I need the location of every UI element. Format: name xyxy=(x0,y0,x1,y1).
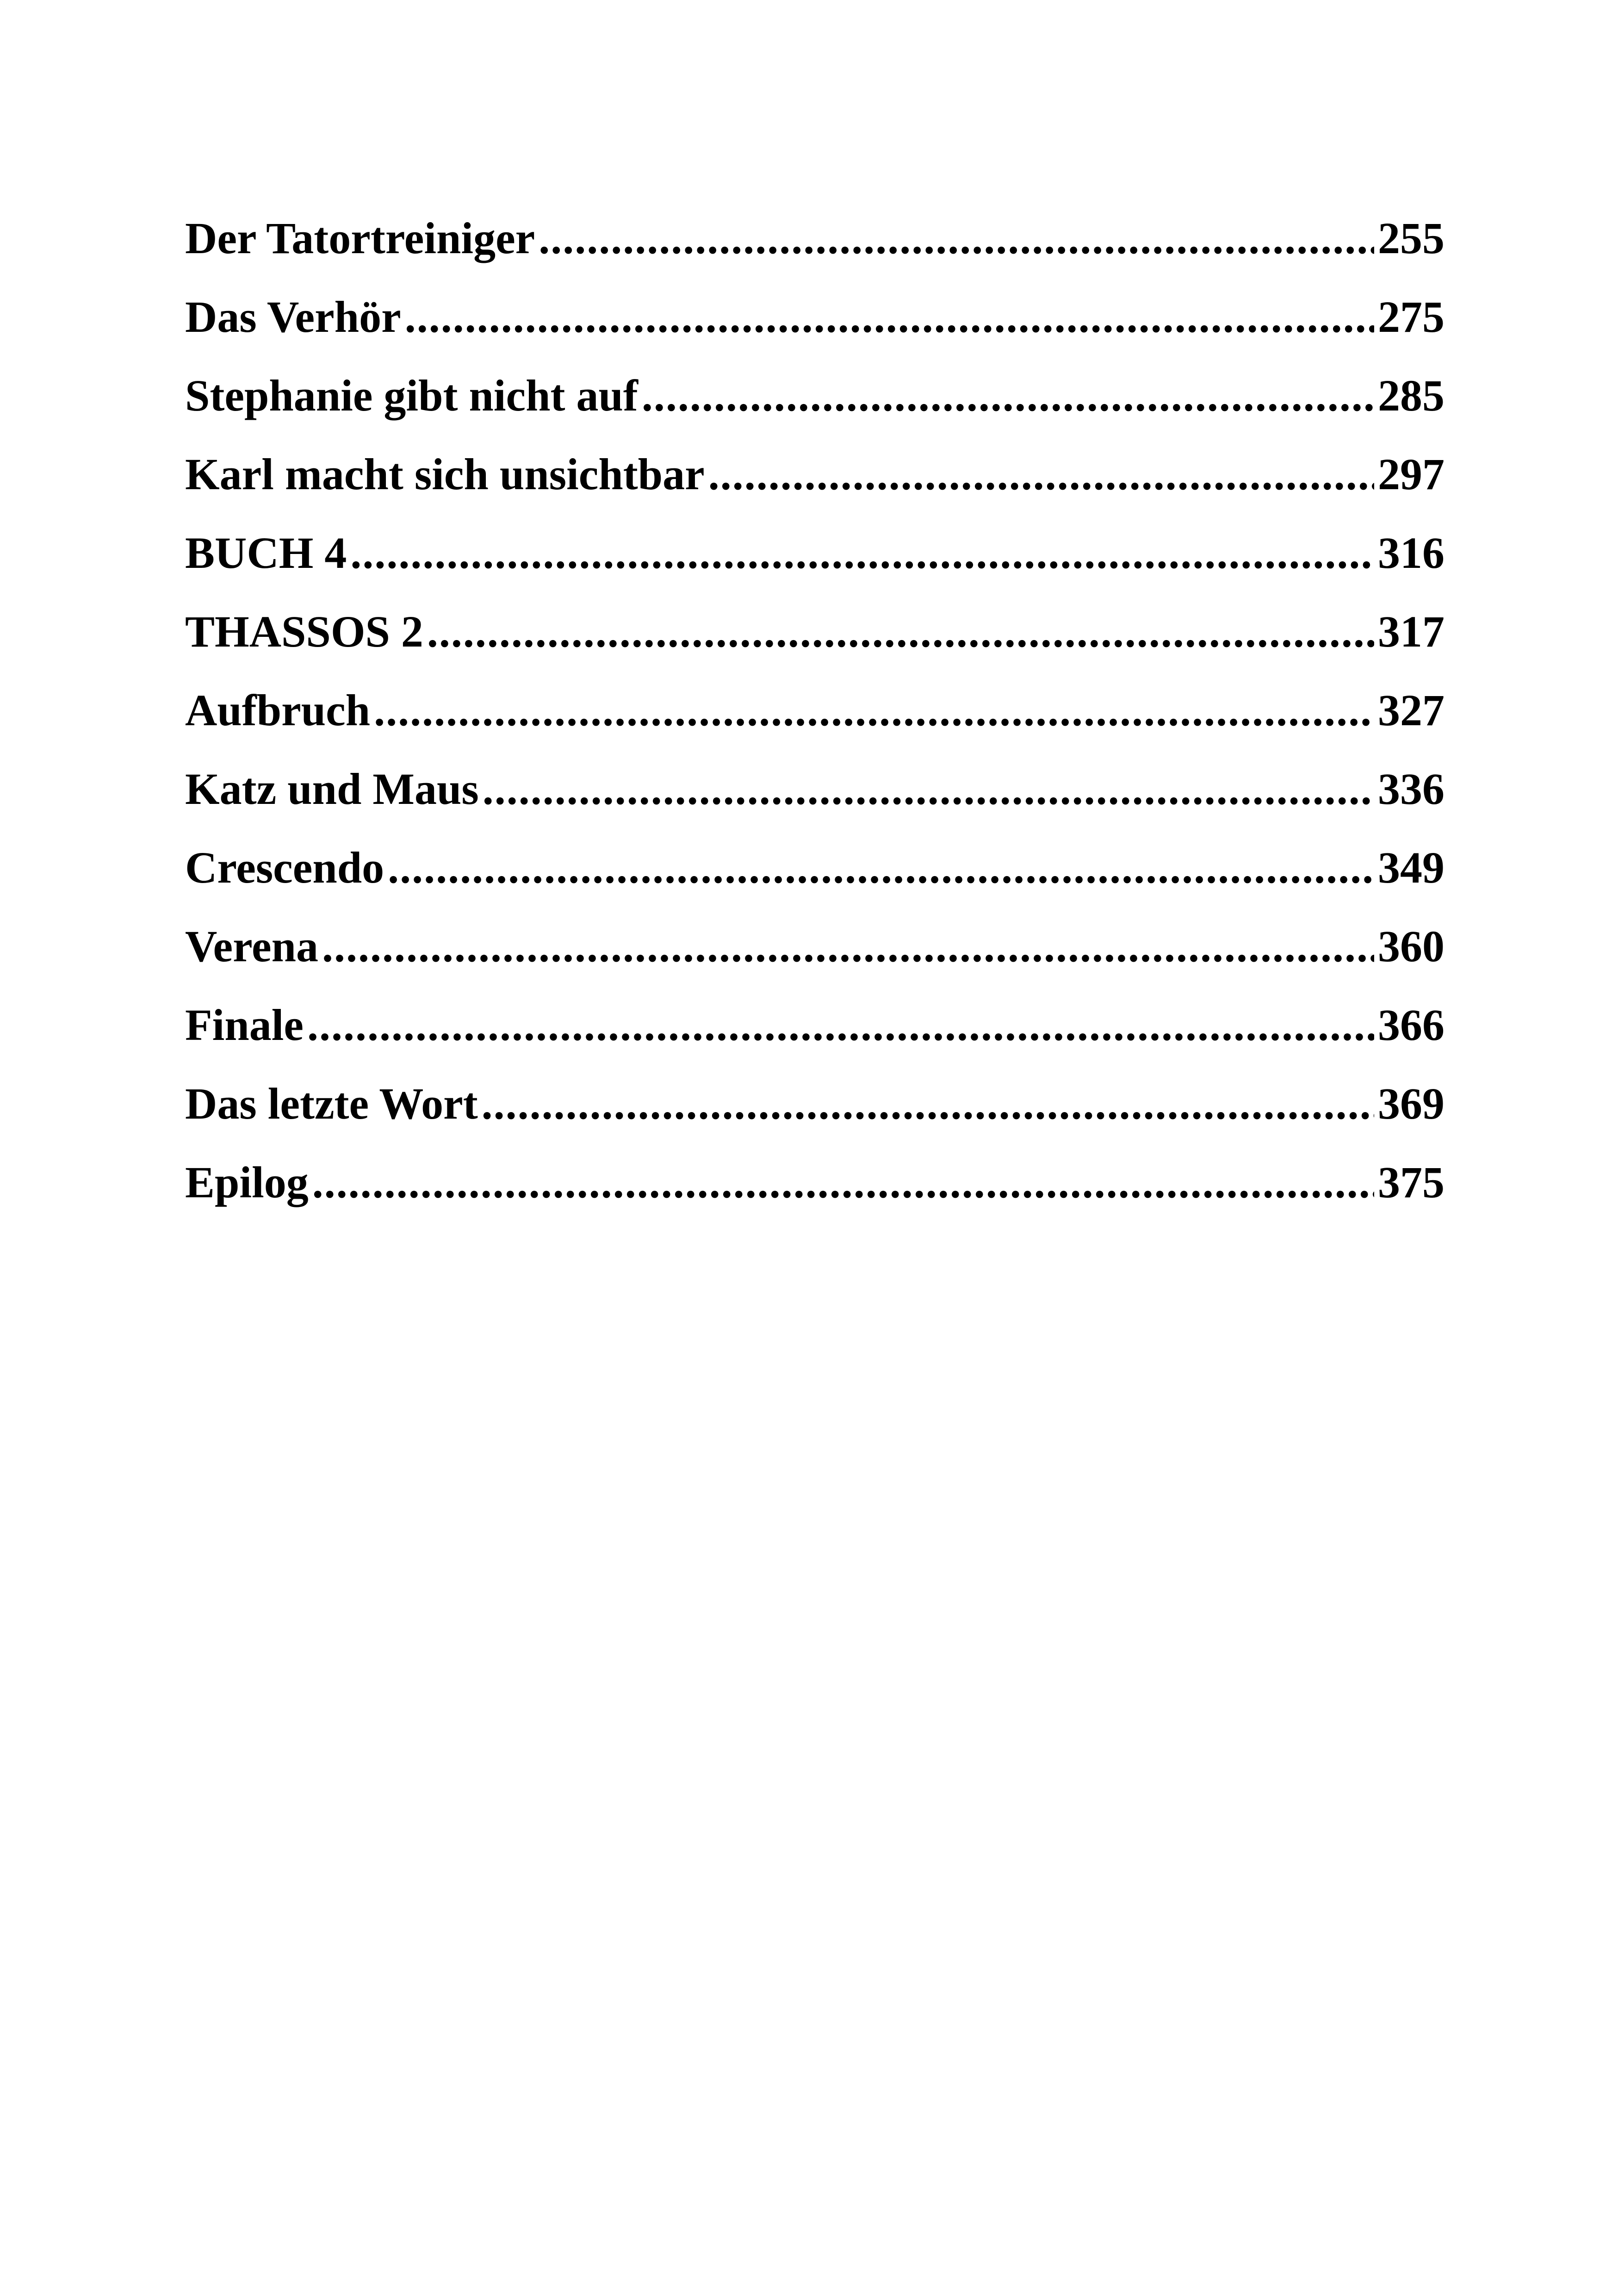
table-of-contents xyxy=(185,199,1444,1222)
toc-entry-page: 317 xyxy=(1378,607,1444,656)
toc-entry-page: 369 xyxy=(1378,1079,1444,1128)
toc-dot-leader xyxy=(405,278,1374,356)
toc-entry-title: BUCH 4 xyxy=(185,528,347,578)
toc-dot-leader xyxy=(427,592,1374,671)
toc-entry[interactable] xyxy=(185,750,1444,828)
toc-entry[interactable] xyxy=(185,278,1444,356)
toc-entry-page: 336 xyxy=(1378,764,1444,814)
toc-entry[interactable] xyxy=(185,671,1444,750)
toc-entry-title: Das letzte Wort xyxy=(185,1079,478,1128)
toc-entry[interactable] xyxy=(185,435,1444,514)
toc-dot-leader xyxy=(322,907,1374,986)
toc-entry-title: Katz und Maus xyxy=(185,764,479,814)
toc-entry-title: Der Tatortreiniger xyxy=(185,213,535,263)
toc-entry[interactable] xyxy=(185,356,1444,435)
toc-dot-leader xyxy=(350,514,1374,592)
toc-dot-leader xyxy=(312,1143,1374,1222)
toc-dot-leader xyxy=(307,986,1374,1064)
toc-entry-page: 349 xyxy=(1378,843,1444,892)
toc-entry-page: 285 xyxy=(1378,371,1444,420)
toc-entry-title: Verena xyxy=(185,921,318,971)
toc-entry-title: Aufbruch xyxy=(185,685,371,735)
toc-entry[interactable] xyxy=(185,199,1444,278)
toc-dot-leader xyxy=(539,199,1374,278)
toc-entry-page: 366 xyxy=(1378,1000,1444,1050)
toc-entry-page: 297 xyxy=(1378,449,1444,499)
toc-entry[interactable] xyxy=(185,514,1444,592)
toc-entry-title: Crescendo xyxy=(185,843,384,892)
toc-entry-title: Stephanie gibt nicht auf xyxy=(185,371,638,420)
toc-entry-title: Das Verhör xyxy=(185,292,401,342)
toc-dot-leader xyxy=(483,750,1374,828)
toc-entry-page: 360 xyxy=(1378,921,1444,971)
toc-dot-leader xyxy=(388,828,1374,907)
toc-entry[interactable] xyxy=(185,1143,1444,1222)
toc-dot-leader xyxy=(642,356,1374,435)
toc-entry[interactable] xyxy=(185,986,1444,1064)
toc-entry-page: 375 xyxy=(1378,1157,1444,1207)
toc-entry[interactable] xyxy=(185,828,1444,907)
toc-entry-page: 327 xyxy=(1378,685,1444,735)
toc-entry[interactable] xyxy=(185,1064,1444,1143)
toc-dot-leader xyxy=(708,435,1374,514)
toc-entry-title: Finale xyxy=(185,1000,304,1050)
toc-entry[interactable] xyxy=(185,592,1444,671)
toc-dot-leader xyxy=(374,671,1374,750)
toc-entry-page: 255 xyxy=(1378,213,1444,263)
toc-entry-title: Karl macht sich unsichtbar xyxy=(185,449,705,499)
toc-entry-page: 275 xyxy=(1378,292,1444,342)
toc-entry-title: THASSOS 2 xyxy=(185,607,423,656)
toc-entry-title: Epilog xyxy=(185,1157,309,1207)
toc-entry-page: 316 xyxy=(1378,528,1444,578)
toc-dot-leader xyxy=(482,1064,1374,1143)
toc-entry[interactable] xyxy=(185,907,1444,986)
